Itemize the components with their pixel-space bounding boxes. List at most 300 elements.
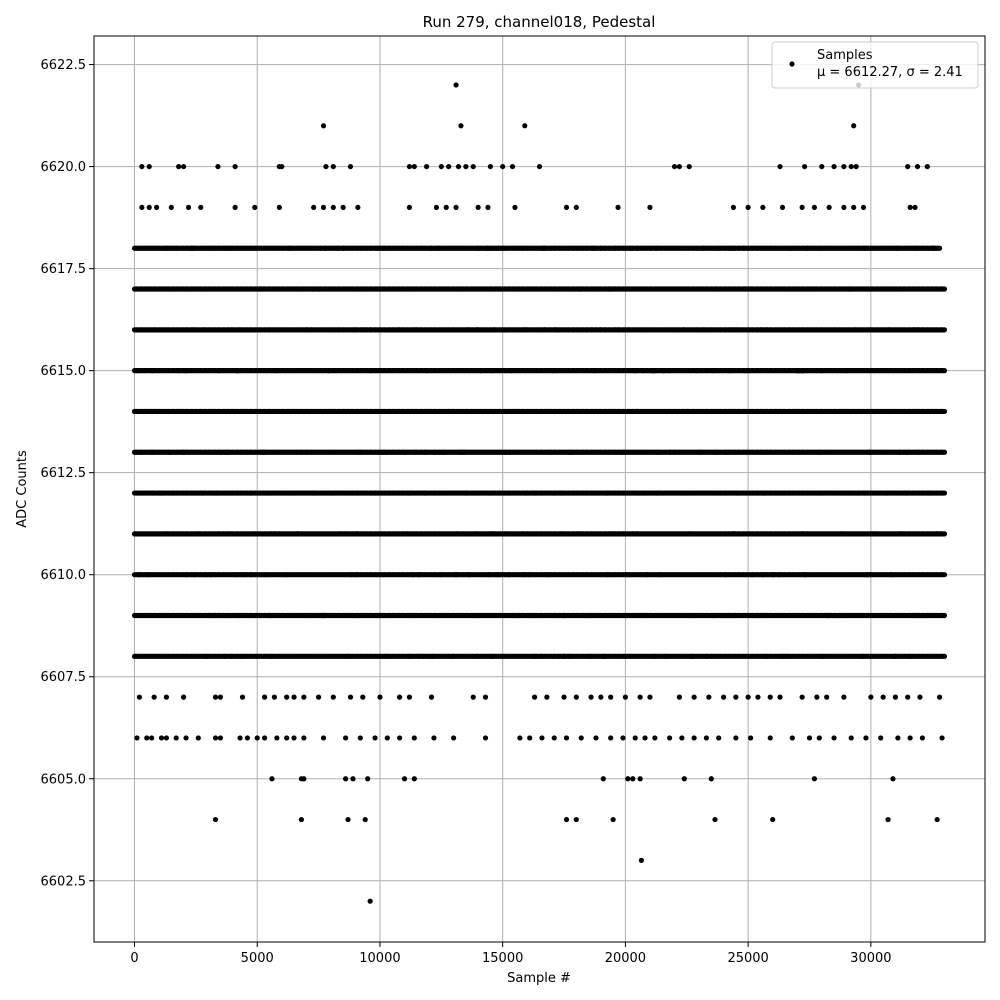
data-point: [164, 695, 169, 700]
data-point: [532, 695, 537, 700]
data-point: [216, 409, 221, 414]
data-point: [641, 613, 646, 618]
data-point: [213, 735, 218, 740]
data-point: [930, 246, 935, 251]
data-point: [562, 613, 567, 618]
data-point: [181, 450, 186, 455]
data-point: [567, 450, 572, 455]
data-point: [746, 695, 751, 700]
data-point: [151, 327, 156, 332]
data-point: [552, 735, 557, 740]
data-point: [790, 735, 795, 740]
data-point: [849, 164, 854, 169]
data-point: [330, 490, 335, 495]
data-point: [925, 164, 930, 169]
data-point: [912, 327, 917, 332]
data-point: [407, 695, 412, 700]
data-point: [497, 409, 502, 414]
data-point: [627, 327, 632, 332]
data-point: [908, 654, 913, 659]
data-point: [511, 613, 516, 618]
data-point: [576, 531, 581, 536]
data-point: [735, 490, 740, 495]
data-point: [548, 450, 553, 455]
data-point: [331, 695, 336, 700]
data-point: [463, 490, 468, 495]
data-point: [402, 776, 407, 781]
data-point: [647, 205, 652, 210]
data-point: [277, 205, 282, 210]
y-tick-label: 6615.0: [40, 364, 86, 380]
data-point: [615, 327, 620, 332]
data-point: [640, 368, 645, 373]
data-point: [215, 531, 220, 536]
data-point: [642, 735, 647, 740]
data-point: [198, 205, 203, 210]
data-point: [321, 123, 326, 128]
data-point: [861, 205, 866, 210]
data-point: [488, 164, 493, 169]
data-point: [397, 327, 402, 332]
data-point: [731, 205, 736, 210]
data-point: [192, 572, 197, 577]
data-point: [544, 695, 549, 700]
data-point: [427, 654, 432, 659]
data-point: [311, 205, 316, 210]
data-point: [408, 286, 413, 291]
data-point: [483, 735, 488, 740]
data-point: [579, 735, 584, 740]
data-point: [770, 817, 775, 822]
data-point: [807, 735, 812, 740]
data-point: [354, 286, 359, 291]
data-point: [622, 409, 627, 414]
data-point: [385, 735, 390, 740]
data-point: [196, 735, 201, 740]
data-point: [761, 490, 766, 495]
data-point: [304, 327, 309, 332]
data-point: [496, 246, 501, 251]
data-point: [777, 164, 782, 169]
data-point: [200, 490, 205, 495]
data-point: [642, 490, 647, 495]
data-point: [150, 368, 155, 373]
data-point: [630, 776, 635, 781]
data-point: [636, 490, 641, 495]
legend-marker: [789, 61, 794, 66]
data-point: [539, 654, 544, 659]
data-point: [574, 205, 579, 210]
data-point: [733, 695, 738, 700]
data-point: [441, 450, 446, 455]
data-point: [895, 735, 900, 740]
data-point: [787, 409, 792, 414]
data-point: [539, 735, 544, 740]
data-point: [647, 695, 652, 700]
data-point: [709, 776, 714, 781]
data-point: [456, 286, 461, 291]
y-tick-label: 6605.0: [40, 772, 86, 788]
data-point: [492, 327, 497, 332]
data-point: [229, 327, 234, 332]
data-point: [476, 246, 481, 251]
data-point: [526, 572, 531, 577]
data-point: [574, 817, 579, 822]
data-point: [406, 490, 411, 495]
data-point: [564, 205, 569, 210]
data-point: [701, 327, 706, 332]
x-tick-label: 15000: [482, 951, 524, 966]
data-point: [854, 164, 859, 169]
data-point: [849, 735, 854, 740]
data-point: [682, 776, 687, 781]
legend-stats: μ = 6612.27, σ = 2.41: [817, 65, 963, 80]
data-point: [872, 531, 877, 536]
data-point: [345, 817, 350, 822]
data-point: [424, 368, 429, 373]
data-point: [798, 409, 803, 414]
data-point: [867, 327, 872, 332]
data-point: [341, 246, 346, 251]
data-point: [348, 164, 353, 169]
data-point: [186, 205, 191, 210]
data-point: [341, 409, 346, 414]
data-point: [567, 654, 572, 659]
data-point: [498, 286, 503, 291]
data-point: [184, 572, 189, 577]
data-point: [910, 286, 915, 291]
data-point: [252, 205, 257, 210]
data-point: [476, 205, 481, 210]
data-point: [203, 286, 208, 291]
data-point: [558, 409, 563, 414]
data-point: [260, 450, 265, 455]
data-point: [266, 613, 271, 618]
data-point: [163, 246, 168, 251]
data-point: [412, 164, 417, 169]
data-point: [716, 735, 721, 740]
data-point: [668, 450, 673, 455]
data-point: [777, 695, 782, 700]
data-point: [453, 205, 458, 210]
data-point: [451, 735, 456, 740]
data-point: [760, 205, 765, 210]
data-point: [841, 164, 846, 169]
data-point: [169, 205, 174, 210]
data-point: [233, 572, 238, 577]
data-point: [578, 286, 583, 291]
data-point: [311, 490, 316, 495]
data-point: [672, 164, 677, 169]
data-point: [515, 409, 520, 414]
data-point: [369, 490, 374, 495]
data-point: [269, 776, 274, 781]
data-point: [429, 695, 434, 700]
data-point: [817, 490, 822, 495]
data-point: [462, 450, 467, 455]
data-point: [556, 654, 561, 659]
data-point: [174, 246, 179, 251]
data-point: [721, 695, 726, 700]
data-point: [172, 286, 177, 291]
data-point: [251, 531, 256, 536]
data-point: [905, 164, 910, 169]
data-point: [428, 246, 433, 251]
data-point: [227, 531, 232, 536]
data-point: [635, 246, 640, 251]
data-point: [825, 613, 830, 618]
data-point: [799, 531, 804, 536]
y-tick-label: 6620.0: [40, 160, 86, 176]
data-point: [715, 246, 720, 251]
data-point: [176, 164, 181, 169]
data-point: [692, 695, 697, 700]
data-point: [592, 368, 597, 373]
data-point: [240, 695, 245, 700]
data-point: [625, 776, 630, 781]
data-point: [263, 490, 268, 495]
data-point: [249, 490, 254, 495]
data-point: [892, 654, 897, 659]
data-point: [489, 654, 494, 659]
data-point: [726, 613, 731, 618]
data-point: [221, 409, 226, 414]
data-point: [551, 654, 556, 659]
data-point: [622, 654, 627, 659]
data-point: [323, 246, 328, 251]
data-point: [150, 490, 155, 495]
data-point: [439, 164, 444, 169]
data-point: [479, 368, 484, 373]
data-point: [848, 490, 853, 495]
data-point: [742, 368, 747, 373]
data-point: [284, 695, 289, 700]
data-point: [226, 613, 231, 618]
data-point: [315, 286, 320, 291]
data-point: [363, 817, 368, 822]
data-point: [564, 735, 569, 740]
y-tick-label: 6617.5: [40, 262, 86, 278]
data-point: [404, 531, 409, 536]
data-point: [250, 613, 255, 618]
data-point: [237, 327, 242, 332]
data-point: [450, 654, 455, 659]
data-point: [485, 246, 490, 251]
data-point: [654, 246, 659, 251]
data-point: [755, 695, 760, 700]
data-point: [704, 654, 709, 659]
data-point: [724, 450, 729, 455]
data-point: [729, 368, 734, 373]
data-point: [381, 246, 386, 251]
data-point: [497, 490, 502, 495]
data-point: [144, 735, 149, 740]
data-point: [886, 286, 891, 291]
data-point: [301, 695, 306, 700]
x-tick-label: 0: [130, 951, 139, 966]
data-point: [704, 735, 709, 740]
data-point: [520, 531, 525, 536]
data-point: [764, 654, 769, 659]
data-point: [182, 368, 187, 373]
data-point: [639, 858, 644, 863]
data-point: [599, 246, 604, 251]
data-point: [831, 735, 836, 740]
data-point: [879, 286, 884, 291]
data-point: [679, 735, 684, 740]
data-point: [159, 735, 164, 740]
data-point: [507, 572, 512, 577]
data-point: [652, 735, 657, 740]
data-point: [926, 409, 931, 414]
data-point: [463, 164, 468, 169]
data-point: [935, 817, 940, 822]
data-point: [837, 613, 842, 618]
data-point: [510, 164, 515, 169]
data-point: [590, 327, 595, 332]
data-point: [360, 286, 365, 291]
data-point: [214, 490, 219, 495]
data-point: [326, 368, 331, 373]
data-point: [406, 613, 411, 618]
data-point: [495, 572, 500, 577]
data-point: [615, 205, 620, 210]
data-point: [397, 695, 402, 700]
data-point: [510, 286, 515, 291]
data-point: [564, 817, 569, 822]
data-point: [841, 695, 846, 700]
data-point: [598, 327, 603, 332]
data-point: [692, 735, 697, 740]
data-point: [458, 450, 463, 455]
data-point: [377, 695, 382, 700]
data-point: [321, 735, 326, 740]
legend-series-name: Samples: [817, 48, 873, 63]
data-point: [434, 613, 439, 618]
data-point: [522, 327, 527, 332]
data-point: [598, 695, 603, 700]
y-tick-label: 6612.5: [40, 466, 86, 482]
y-tick-label: 6610.0: [40, 568, 86, 584]
data-point: [353, 531, 358, 536]
data-point: [730, 531, 735, 536]
data-point: [644, 572, 649, 577]
data-point: [741, 246, 746, 251]
data-point: [489, 531, 494, 536]
data-point: [824, 695, 829, 700]
data-point: [814, 695, 819, 700]
data-point: [817, 450, 822, 455]
data-point: [512, 205, 517, 210]
chart-title: Run 279, channel018, Pedestal: [422, 13, 656, 31]
data-point: [467, 327, 472, 332]
data-point: [633, 368, 638, 373]
data-point: [139, 164, 144, 169]
data-point: [784, 654, 789, 659]
data-point: [531, 613, 536, 618]
data-point: [897, 450, 902, 455]
data-point: [881, 695, 886, 700]
data-point: [412, 735, 417, 740]
data-point: [709, 654, 714, 659]
data-point: [355, 205, 360, 210]
data-point: [435, 246, 440, 251]
data-point: [924, 613, 929, 618]
data-point: [714, 286, 719, 291]
data-point: [811, 286, 816, 291]
data-point: [208, 246, 213, 251]
data-point: [152, 695, 157, 700]
data-point: [819, 368, 824, 373]
data-point: [863, 735, 868, 740]
data-point: [233, 164, 238, 169]
data-point: [279, 164, 284, 169]
data-point: [588, 695, 593, 700]
data-point: [453, 572, 458, 577]
data-point: [690, 654, 695, 659]
data-point: [920, 735, 925, 740]
data-point: [422, 490, 427, 495]
data-point: [819, 164, 824, 169]
data-point: [255, 735, 260, 740]
data-point: [884, 490, 889, 495]
data-point: [234, 368, 239, 373]
data-point: [681, 327, 686, 332]
data-point: [905, 695, 910, 700]
data-point: [375, 246, 380, 251]
data-point: [181, 164, 186, 169]
data-point: [788, 246, 793, 251]
data-point: [133, 531, 138, 536]
data-point: [661, 368, 666, 373]
x-axis-label: Sample #: [507, 971, 571, 986]
data-point: [621, 450, 626, 455]
data-point: [485, 205, 490, 210]
data-point: [574, 409, 579, 414]
data-point: [633, 735, 638, 740]
data-point: [471, 164, 476, 169]
y-tick-label: 6607.5: [40, 670, 86, 686]
data-point: [851, 123, 856, 128]
data-point: [338, 531, 343, 536]
data-point: [170, 409, 175, 414]
data-point: [217, 450, 222, 455]
data-point: [139, 205, 144, 210]
data-point: [458, 123, 463, 128]
data-point: [574, 695, 579, 700]
data-point: [894, 246, 899, 251]
data-point: [651, 409, 656, 414]
data-point: [397, 735, 402, 740]
data-point: [867, 450, 872, 455]
data-point: [786, 286, 791, 291]
data-point: [608, 695, 613, 700]
data-point: [407, 164, 412, 169]
data-point: [412, 613, 417, 618]
data-point: [343, 735, 348, 740]
data-point: [503, 531, 508, 536]
data-point: [878, 735, 883, 740]
data-point: [224, 246, 229, 251]
data-point: [320, 613, 325, 618]
data-point: [331, 164, 336, 169]
data-point: [800, 205, 805, 210]
data-point: [928, 490, 933, 495]
data-point: [346, 654, 351, 659]
data-point: [748, 531, 753, 536]
data-point: [489, 368, 494, 373]
data-point: [350, 776, 355, 781]
